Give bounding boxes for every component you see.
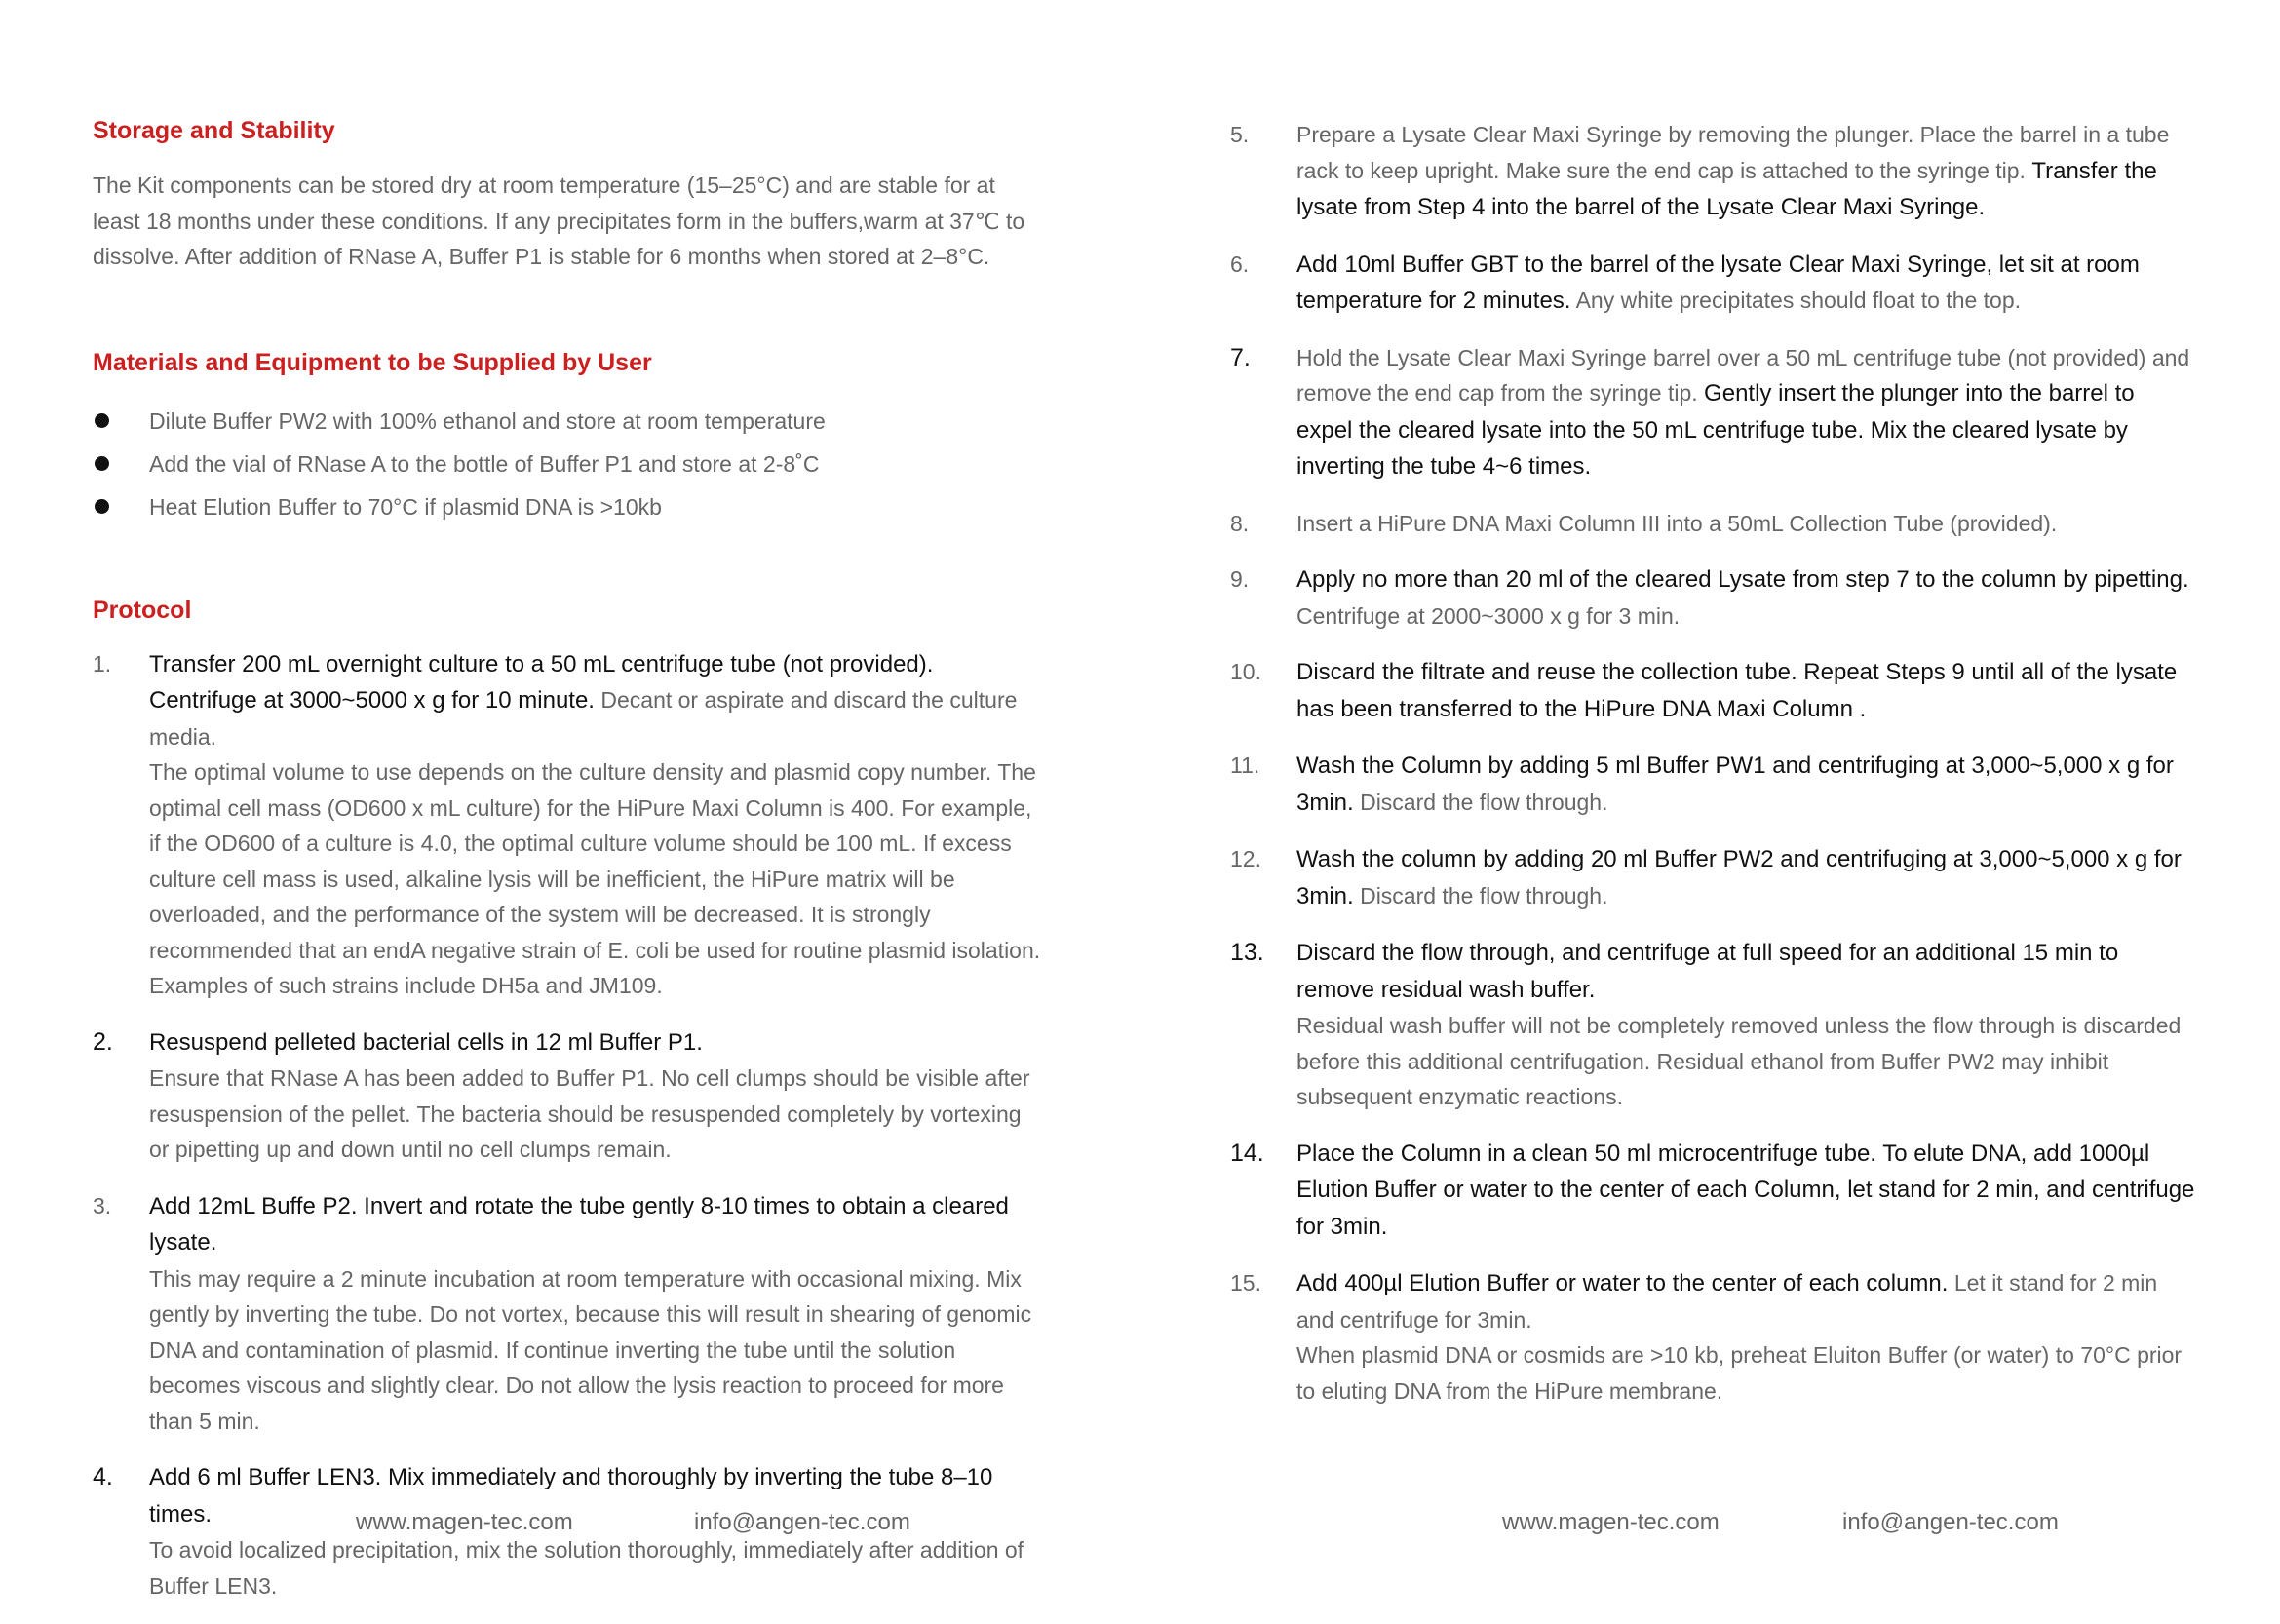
step-number: 8. — [1230, 510, 1250, 536]
materials-item — [93, 485, 1043, 528]
step-instruction: Gently insert the plunger into the barrel to expel the cleared lysate into the 50 mL centrifuge tube. Mix the cleared lysate by inverting the tube 4~6 times. — [1296, 380, 2135, 480]
storage-text: The Kit components can be stored dry at room temperature (15–25°C) and are stable for at least 18 months under these conditions. If any precipitates form in the buffers,warm at 37℃ to dissolve. After addition of RNase A, Buffer P1 is stable for 6 months when stored at 2–8°C. — [93, 173, 1025, 269]
footer-website-right[interactable]: www.magen-tec.com — [1502, 1509, 1720, 1535]
materials-list — [93, 400, 1043, 528]
step-instruction: Add 6 ml Buffer LEN3. Mix immediately and thoroughly by inverting the tube 8–10 times. — [149, 1464, 993, 1527]
step-number: 1. — [93, 650, 112, 677]
step-note: Any white precipitates should float to the top. — [1575, 288, 2022, 313]
materials-item-text: Heat Elution Buffer to 70°C if plasmid DNA is >10kb — [149, 493, 662, 520]
step-instruction: Apply no more than 20 ml of the cleared Lysate from step 7 to the column by pipetting. — [1296, 566, 2189, 593]
materials-item — [93, 443, 1043, 485]
step-instruction: Wash the Column by adding 5 ml Buffer PW1 and centrifuging at 3,000~5,000 x g for 3min. — [1296, 753, 2174, 816]
step-number: 4. — [93, 1463, 113, 1490]
step-number: 13. — [1230, 939, 1264, 966]
protocol-step — [1230, 117, 2195, 226]
protocol-step — [1230, 1136, 2195, 1246]
left-page — [93, 117, 1043, 1624]
step-number: 10. — [1230, 659, 1261, 684]
protocol-step — [1230, 340, 2195, 485]
right-page — [1230, 117, 2195, 1429]
step-instruction: Wash the column by adding 20 ml Buffer PW2 and centrifuging at 3,000~5,000 x g for 3min. — [1296, 846, 2182, 909]
step-instruction: Add 10ml Buffer GBT to the barrel of the lysate Clear Maxi Syringe, let sit at room temperature for 2 minutes. — [1296, 251, 2140, 314]
step-number: 15. — [1230, 1270, 1261, 1295]
materials-item — [93, 400, 1043, 443]
step-instruction: Add 12mL Buffe P2. Invert and rotate the tube gently 8-10 times to obtain a cleared lysate. — [149, 1192, 1009, 1256]
step-instruction: Discard the filtrate and reuse the collection tube. Repeat Steps 9 until all of the lysate has been transferred to the HiPure DNA Maxi Column . — [1296, 659, 2178, 722]
footer-email-right[interactable]: info@angen-tec.com — [1842, 1509, 2059, 1535]
storage-heading: Storage and Stability — [93, 117, 335, 144]
step-number: 7. — [1230, 343, 1251, 371]
protocol-step — [1230, 1265, 2195, 1409]
step-note: Discard the flow through. — [1360, 789, 1608, 815]
protocol-step — [93, 1188, 1043, 1440]
step-instruction: Resuspend pelleted bacterial cells in 12 ml Buffer P1. — [149, 1028, 703, 1056]
bullet-icon — [95, 413, 109, 428]
step-detail: Centrifuge at 2000~3000 x g for 3 min. — [1296, 602, 1681, 629]
step-detail: This may require a 2 minute incubation at room temperature with occasional mixing. Mix gently by inverting the tube. Do not vortex, because this will result in shearing of genomic DNA and contamination of plasmid. If continue inverting the tube until the solution becomes viscous and slightly clear. Do not allow the lysis reaction to proceed for more than 5 min. — [149, 1265, 1032, 1434]
protocol-step — [93, 646, 1043, 1004]
protocol-step — [93, 1025, 1043, 1168]
bullet-icon — [95, 456, 109, 471]
protocol-steps-continued — [1230, 117, 2195, 1409]
step-note: Decant or aspirate and discard the culture media. — [149, 687, 1018, 750]
step-note: Discard the flow through. — [1360, 882, 1608, 909]
step-detail: The optimal volume to use depends on the culture density and plasmid copy number. The optimal cell mass (OD600 x mL culture) for the HiPure Maxi Column is 400. For example, if the OD600 of a culture is 4.0, the optimal culture volume should be 100 mL. If excess culture cell mass is used, alkaline lysis will be inefficient, the HiPure matrix will be overloaded, and the performance of the system will be decreased. It is strongly recommended that an endA negative strain of E. coli be used for routine plasmid isolation. Examples of such strains include DH5a and JM109. — [149, 759, 1041, 998]
step-instruction: Transfer the lysate from Step 4 into the barrel of the Lysate Clear Maxi Syringe. — [1296, 157, 2157, 220]
step-instruction: Transfer 200 mL overnight culture to a 50 mL centrifuge tube (not provided). Centrifuge at 3000~5000 x g for 10 minute. — [149, 650, 934, 714]
protocol-step — [1230, 654, 2195, 727]
step-detail: When plasmid DNA or cosmids are >10 kb, preheat Eluiton Buffer (or water) to 70°C prior to eluting DNA from the HiPure membrane. — [1296, 1342, 2183, 1404]
protocol-step — [1230, 247, 2195, 320]
protocol-step — [1230, 748, 2195, 821]
bullet-icon — [95, 499, 109, 514]
step-pre-text: Insert a HiPure DNA Maxi Column III into a 50mL Collection Tube (provided). — [1296, 510, 2058, 536]
step-pre-text: Hold the Lysate Clear Maxi Syringe barrel over a 50 mL centrifuge tube (not provided) and remove the end cap from the syringe tip. — [1296, 344, 2190, 406]
protocol-step — [1230, 506, 2195, 542]
step-number: 9. — [1230, 566, 1250, 592]
materials-section — [93, 349, 1043, 528]
protocol-section — [93, 597, 1043, 1605]
step-number: 5. — [1230, 122, 1250, 147]
step-number: 14. — [1230, 1139, 1264, 1167]
step-number: 11. — [1230, 753, 1260, 778]
step-detail: To avoid localized precipitation, mix the solution thoroughly, immediately after addition of Buffer LEN3. — [149, 1537, 1024, 1599]
protocol-heading: Protocol — [93, 596, 192, 624]
step-instruction: Discard the flow through, and centrifuge at full speed for an additional 15 min to remove residual wash buffer. — [1296, 940, 2119, 1003]
step-note: Let it stand for 2 min and centrifuge for 3min. — [1296, 1270, 2158, 1333]
footer-email-left[interactable]: info@angen-tec.com — [694, 1509, 910, 1535]
materials-item-text: Add the vial of RNase A to the bottle of Buffer P1 and store at 2-8˚C — [149, 450, 820, 477]
materials-heading: Materials and Equipment to be Supplied by User — [93, 348, 652, 376]
protocol-step — [1230, 841, 2195, 914]
footer-website-left[interactable]: www.magen-tec.com — [356, 1509, 573, 1535]
step-instruction: Add 400µl Elution Buffer or water to the center of each column. — [1296, 1270, 1949, 1296]
protocol-step — [1230, 935, 2195, 1115]
protocol-steps — [93, 646, 1043, 1605]
step-detail: Residual wash buffer will not be completely removed unless the flow through is discarded before this additional centrifugation. Residual ethanol from Buffer PW2 may inhibit subsequent enzymatic reactions. — [1296, 1013, 2182, 1109]
step-detail: Ensure that RNase A has been added to Buffer P1. No cell clumps should be visible after resuspension of the pellet. The bacteria should be resuspended completely by vortexing or pipetting up and down until no cell clumps remain. — [149, 1065, 1030, 1162]
step-pre-text: Prepare a Lysate Clear Maxi Syringe by removing the plunger. Place the barrel in a tube rack to keep upright. Make sure the end cap is attached to the syringe tip. — [1296, 122, 2170, 183]
step-number: 2. — [93, 1027, 113, 1056]
storage-section — [93, 117, 1043, 275]
step-number: 6. — [1230, 251, 1250, 277]
step-number: 3. — [93, 1192, 112, 1218]
step-instruction: Place the Column in a clean 50 ml microcentrifuge tube. To elute DNA, add 1000µl Elution Buffer or water to the center of each Column, let stand for 2 min, and centrifuge for 3min. — [1296, 1140, 2195, 1240]
protocol-step — [1230, 561, 2195, 634]
materials-item-text: Dilute Buffer PW2 with 100% ethanol and store at room temperature — [149, 407, 826, 434]
step-number: 12. — [1230, 846, 1261, 871]
